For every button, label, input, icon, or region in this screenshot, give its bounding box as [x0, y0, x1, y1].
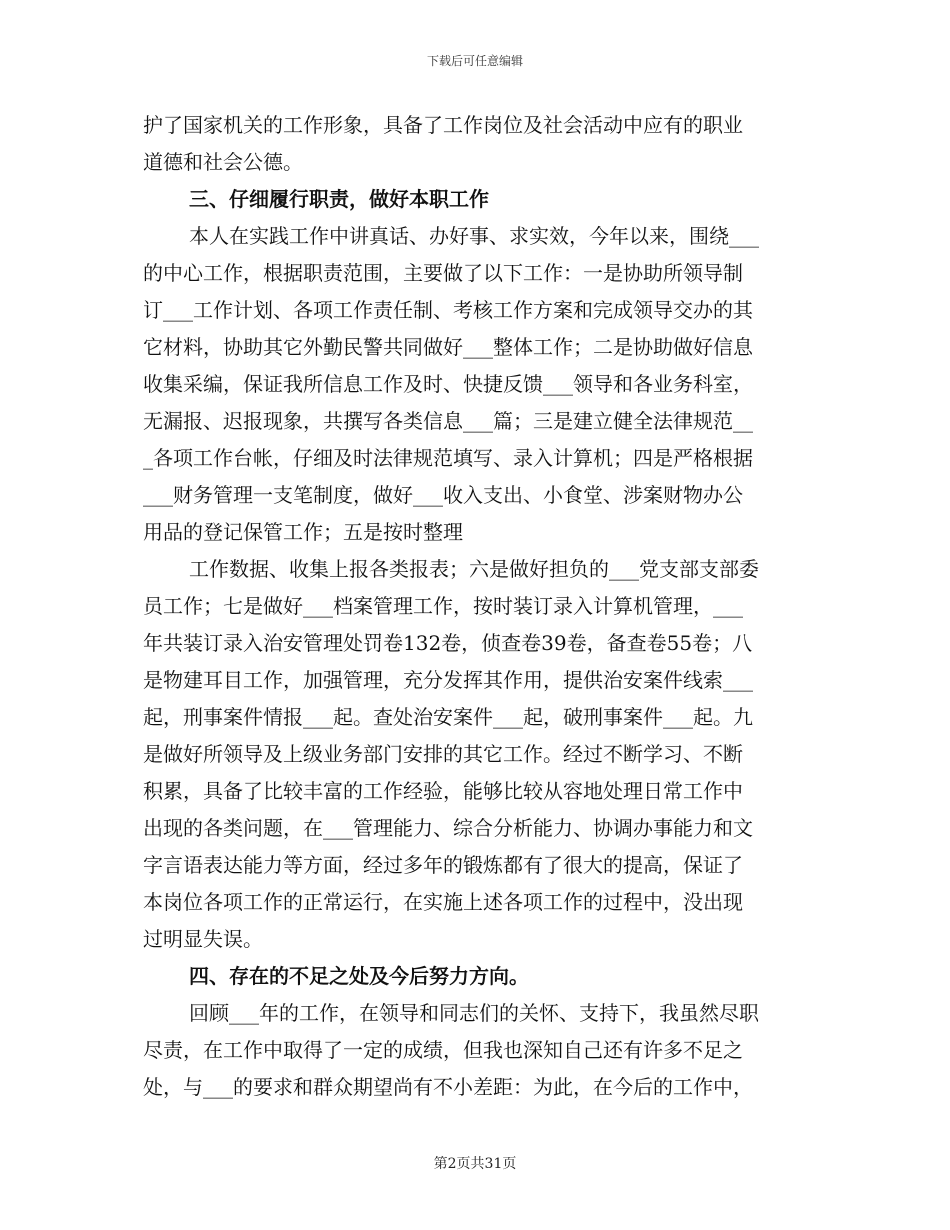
- paragraph-line: 收集采编，保证我所信息工作及时、快捷反馈___领导和各业务科室，: [143, 372, 753, 396]
- paragraph-line: 本岗位各项工作的正常运行，在实施上述各项工作的过程中，没出现: [143, 890, 743, 914]
- paragraph-line: 积累，具备了比较丰富的工作经验，能够比较从容地处理日常工作中: [143, 779, 743, 803]
- paragraph-line: 字言语表达能力等方面，经过多年的锻炼都有了很大的提高，保证了: [143, 853, 743, 877]
- paragraph-line: 处，与___的要求和群众期望尚有不小差距：为此，在今后的工作中，: [143, 1075, 753, 1099]
- paragraph-line: 订___工作计划、各项工作责任制、考核工作方案和完成领导交办的其: [143, 298, 753, 322]
- paragraph-line: 本人在实践工作中讲真话、办好事、求实效，今年以来，围绕___: [189, 224, 759, 248]
- paragraph-line: 是做好所领导及上级业务部门安排的其它工作。经过不断学习、不断: [143, 742, 743, 766]
- paragraph-line: 过明显失误。: [143, 927, 263, 951]
- paragraph-line: 尽责，在工作中取得了一定的成绩，但我也深知自己还有许多不足之: [143, 1038, 743, 1062]
- paragraph-line: 是物建耳目工作，加强管理，充分发挥其作用，提供治安案件线索___: [143, 668, 753, 692]
- paragraph-line: 起，刑事案件情报___起。查处治安案件___起，破刑事案件___起。九: [143, 705, 753, 729]
- paragraph-line: 道德和社会公德。: [143, 150, 303, 174]
- paragraph-line: ___财务管理一支笔制度，做好___收入支出、小食堂、涉案财物办公: [143, 483, 743, 507]
- paragraph-line: 工作数据、收集上报各类报表；六是做好担负的___党支部支部委: [189, 557, 759, 581]
- page-header: 下载后可任意编辑: [426, 54, 523, 68]
- section-heading-line: 四、存在的不足之处及今后努力方向。: [189, 964, 529, 988]
- paragraph-line: 的中心工作，根据职责范围，主要做了以下工作：一是协助所领导制: [143, 261, 743, 285]
- paragraph-line: 员工作；七是做好___档案管理工作，按时装订录入计算机管理，___: [143, 594, 743, 618]
- section-heading-line: 三、仔细履行职责，做好本职工作: [189, 187, 489, 211]
- paragraph-line: 用品的登记保管工作；五是按时整理: [143, 520, 463, 544]
- paragraph-line: 回顾___年的工作，在领导和同志们的关怀、支持下，我虽然尽职: [189, 1001, 759, 1025]
- page-footer: 第2页共31页: [433, 1156, 517, 1172]
- paragraph-line: 年共装订录入治安管理处罚卷132卷，侦查卷39卷，备查卷55卷；八: [143, 631, 753, 655]
- paragraph-line: 护了国家机关的工作形象，具备了工作岗位及社会活动中应有的职业: [143, 113, 743, 137]
- document-body: [143, 107, 811, 1106]
- paragraph-line: 它材料，协助其它外勤民警共同做好___整体工作；二是协助做好信息: [143, 335, 753, 359]
- paragraph-line: _各项工作台帐，仔细及时法律规范填写、录入计算机；四是严格根据: [143, 446, 753, 470]
- paragraph-line: 无漏报、迟报现象，共撰写各类信息___篇；三是建立健全法律规范__: [143, 409, 753, 433]
- paragraph-line: 出现的各类问题，在___管理能力、综合分析能力、协调办事能力和文: [143, 816, 753, 840]
